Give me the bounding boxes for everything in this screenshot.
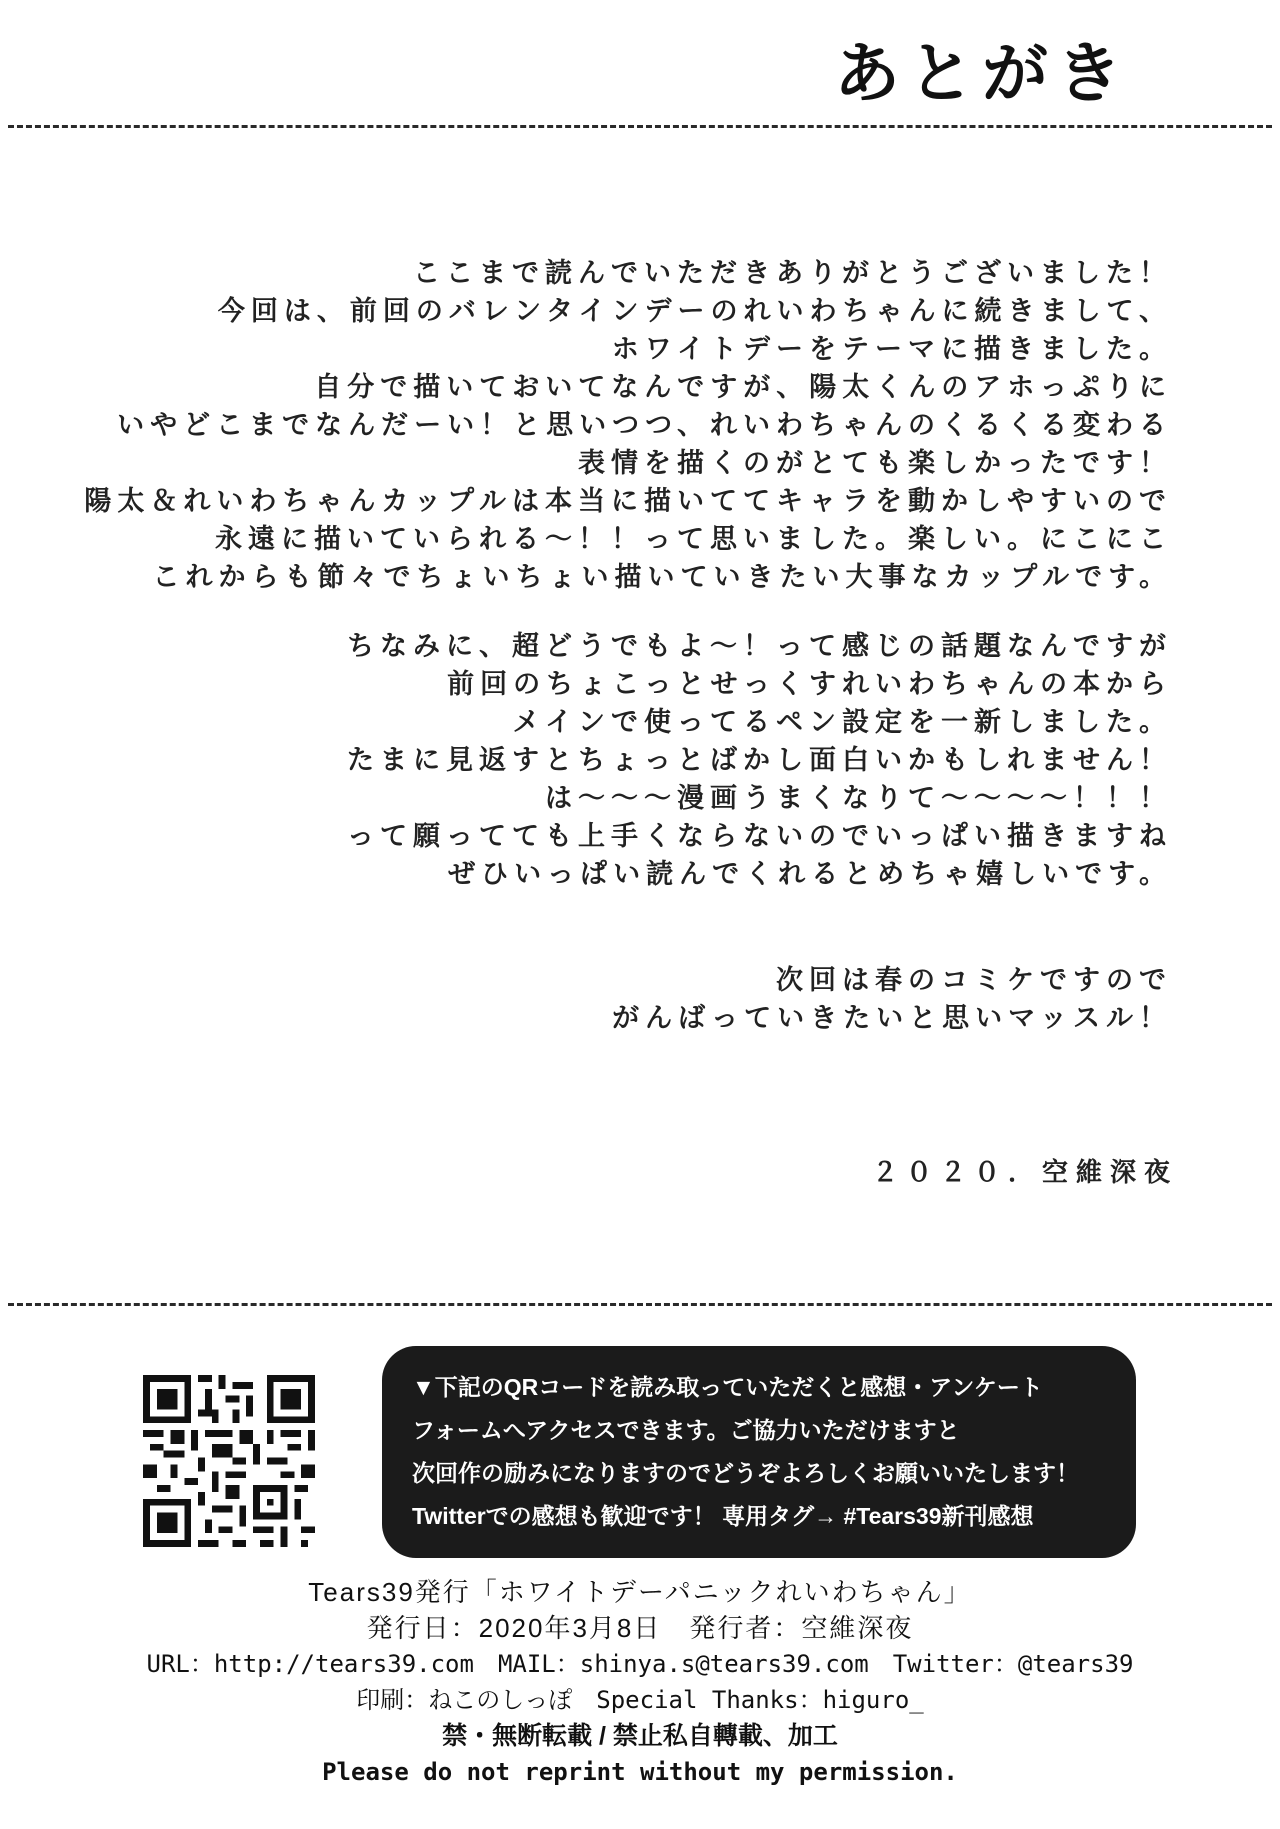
colophon-issue-date: 発行日：2020年3月8日 発行者：空維深夜 xyxy=(366,1613,914,1643)
qr-code-icon[interactable] xyxy=(143,1375,315,1547)
text-line: ぜひいっぱい読んでくれるとめちゃ嬉しいです。 xyxy=(448,859,1172,890)
bottom-divider xyxy=(8,1303,1272,1306)
text-line: いやどこまでなんだーい！と思いつつ、れいわちゃんのくるくる変わる xyxy=(117,410,1172,441)
text-line: 今回は、前回のバレンタインデーのれいわちゃんに続きまして、 xyxy=(217,296,1172,327)
notice-line: 次回作の励みになりますのでどうぞよろしくお願いいたします！ xyxy=(412,1460,1079,1486)
text-line: がんばっていきたいと思いマッスル！ xyxy=(612,1003,1172,1034)
text-line: 次回は春のコミケですので xyxy=(776,965,1172,996)
text-line: これからも節々でちょいちょい描いていきたい大事なカップルです。 xyxy=(152,562,1172,593)
page-title: あとがき xyxy=(834,34,1130,112)
afterword-paragraph-3 xyxy=(72,962,1172,1038)
text-line: 表情を描くのがとても楽しかったです！ xyxy=(578,448,1172,479)
colophon-copyright: 禁・無断転載 / 禁止私自轉載、加工 xyxy=(442,1722,838,1750)
colophon xyxy=(0,1574,1280,1790)
text-line: は～～～漫画うまくなりて～～～～！！！ xyxy=(545,783,1172,814)
afterword-paragraph-1 xyxy=(72,255,1172,597)
colophon-title: Tears39発行「ホワイトデーパニックれいわちゃん」 xyxy=(308,1577,972,1607)
colophon-reprint-notice: Please do not reprint without my permission. xyxy=(322,1758,958,1786)
text-line: たまに見返すとちょっとばかし面白いかもしれません！ xyxy=(347,745,1172,776)
notice-line: Twitterでの感想も歓迎です！ 専用タグ→ #Tears39新刊感想 xyxy=(412,1503,1034,1529)
colophon-contact[interactable]: URL：http://tears39.com MAIL：shinya.s@tears39.com Twitter：@tears39 xyxy=(146,1650,1134,1678)
text-line: 陽太＆れいわちゃんカップルは本当に描いててキャラを動かしやすいので xyxy=(84,486,1172,517)
afterword-paragraph-2 xyxy=(72,628,1172,894)
notice-line: フォームへアクセスできます。ご協力いただけますと xyxy=(412,1417,960,1443)
text-line: 永遠に描いていられる～！！って思いました。楽しい。にこにこ xyxy=(215,524,1172,555)
notice-line: ▼下記のQRコードを読み取っていただくと感想・アンケート xyxy=(412,1374,1043,1400)
text-line: メインで使ってるペン設定を一新しました。 xyxy=(512,707,1172,738)
text-line: ちなみに、超どうでもよ～！って感じの話題なんですが xyxy=(347,631,1172,662)
signature: ２０２０．空維深夜 xyxy=(871,1158,1178,1188)
colophon-printer: 印刷：ねこのしっぽ Special Thanks：higuro_ xyxy=(356,1686,924,1714)
survey-notice-box xyxy=(382,1346,1136,1558)
text-line: 自分で描いておいてなんですが、陽太くんのアホっぷりに xyxy=(314,372,1172,403)
top-divider xyxy=(8,125,1272,128)
text-line: って願ってても上手くならないのでいっぱい描きますね xyxy=(347,821,1172,852)
text-line: ホワイトデーをテーマに描きました。 xyxy=(611,334,1172,365)
text-line: 前回のちょこっとせっくすれいわちゃんの本から xyxy=(447,669,1172,700)
text-line: ここまで読んでいただきありがとうございました！ xyxy=(413,258,1172,289)
